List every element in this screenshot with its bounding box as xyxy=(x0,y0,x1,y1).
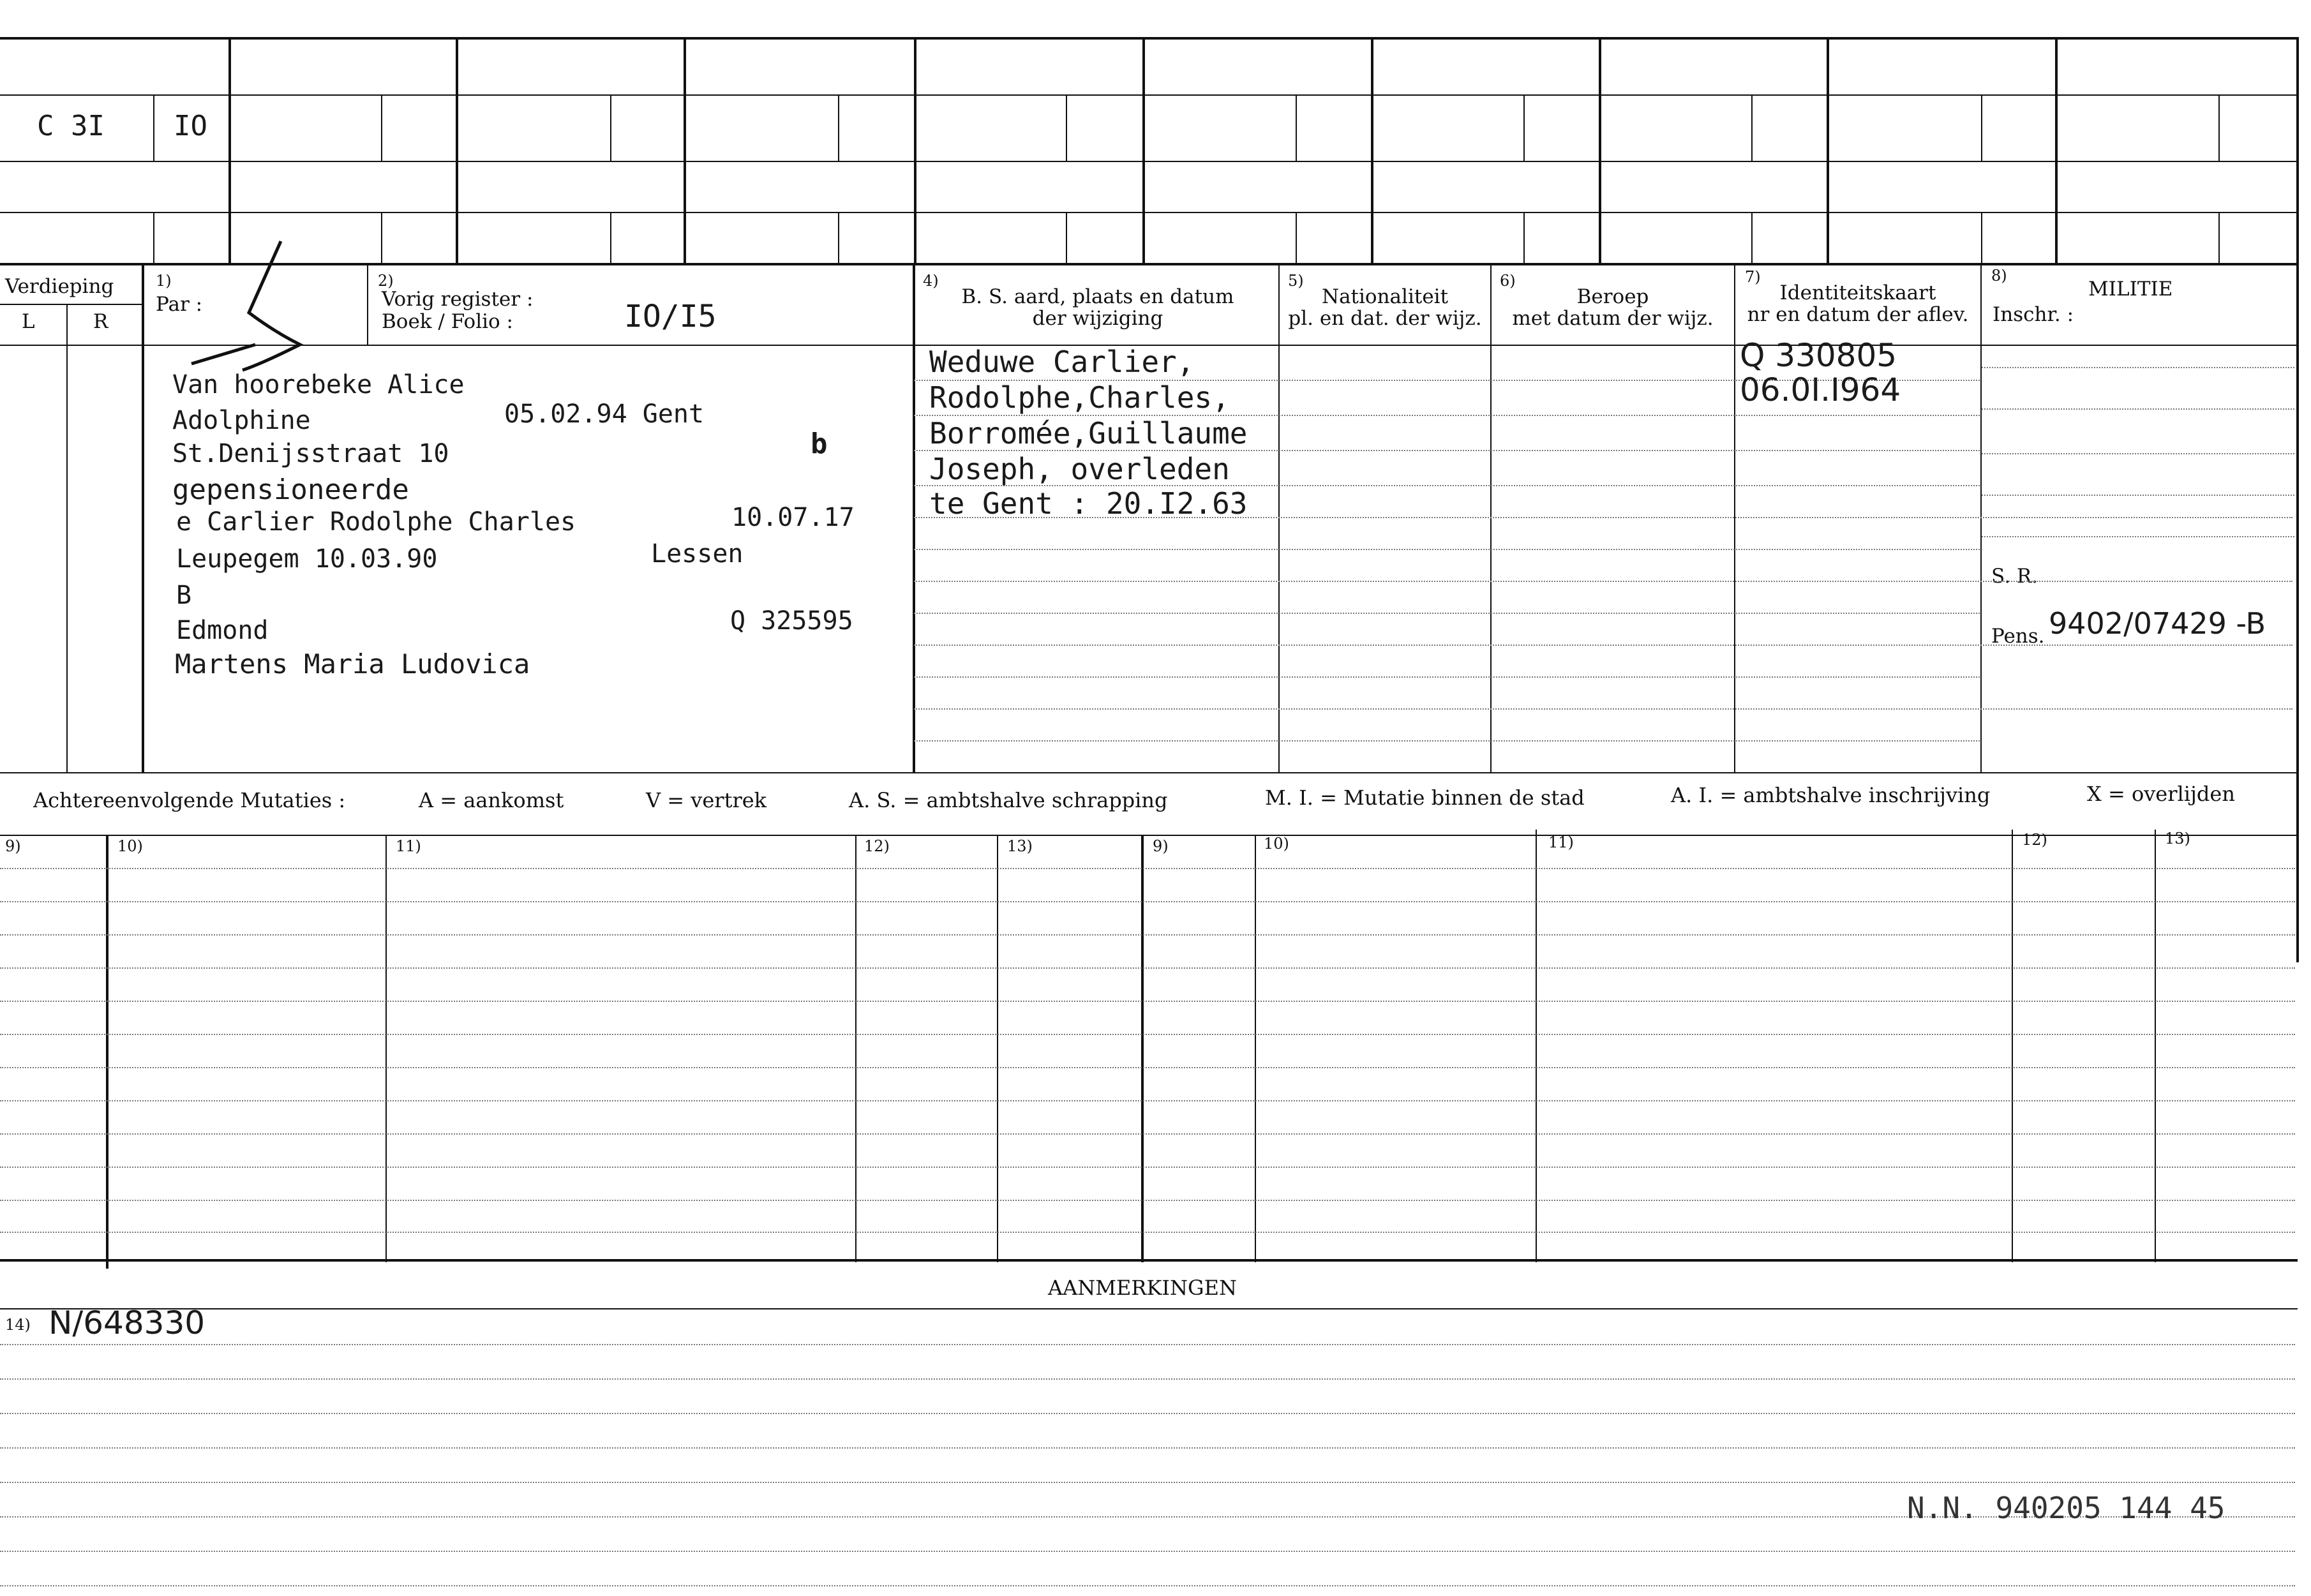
mut-col-13: 13) xyxy=(1007,837,1033,855)
militie-pens: Pens. xyxy=(1991,625,2045,648)
remarks-title: AANMERKINGEN xyxy=(1048,1276,1237,1300)
legend-as: A. S. = ambtshalve schrapping xyxy=(849,788,1168,812)
bs-text-5: te Gent : 20.I2.63 xyxy=(929,486,1248,521)
bs-text-1: Weduwe Carlier, xyxy=(929,345,1195,379)
signature-mark xyxy=(179,236,332,377)
code-b: IO xyxy=(174,110,207,142)
beroep-num: 6) xyxy=(1500,272,1516,290)
militie-inschr: Inschr. : xyxy=(1993,303,2074,326)
militie-sr: S. R. xyxy=(1991,565,2038,588)
mutations-bottom xyxy=(0,1259,2298,1262)
nat-line2: pl. en dat. der wijz. xyxy=(1288,307,1482,330)
mut-col-13b: 13) xyxy=(2165,830,2190,847)
person-mark-b: b xyxy=(811,428,828,460)
id-line2: nr en datum der aflev. xyxy=(1747,303,1969,326)
vorig-line2: Boek / Folio : xyxy=(382,310,513,333)
grid-line xyxy=(0,263,2298,265)
national-number: N.N. 940205 144 45 xyxy=(1907,1491,2225,1525)
nat-num: 5) xyxy=(1288,272,1304,290)
vorig-num: 2) xyxy=(378,272,394,290)
grid-line xyxy=(0,94,2298,96)
bs-line2: der wijziging xyxy=(1032,307,1163,330)
person-line9: Martens Maria Ludovica xyxy=(175,648,530,680)
person-birth: 05.02.94 Gent xyxy=(504,399,705,429)
bs-num: 4) xyxy=(923,272,939,290)
bs-text-4: Joseph, overleden xyxy=(929,452,1230,486)
nat-line1: Nationaliteit xyxy=(1321,285,1449,308)
bs-line1: B. S. aard, plaats en datum xyxy=(961,285,1234,308)
legend-ai: A. I. = ambtshalve inschrijving xyxy=(1671,783,1991,807)
person-line8: Edmond xyxy=(176,616,269,645)
remarks-value: N/648330 xyxy=(49,1304,206,1341)
beroep-line2: met datum der wijz. xyxy=(1512,307,1714,330)
person-line7: B xyxy=(176,581,192,610)
militie-title: MILITIE xyxy=(2088,278,2173,301)
mut-col-12b: 12) xyxy=(2022,831,2047,849)
mut-col-11: 11) xyxy=(396,837,421,855)
person-line2: Adolphine xyxy=(172,406,311,435)
legend-a: A = aankomst xyxy=(419,788,564,812)
bs-text-2: Rodolphe,Charles, xyxy=(929,380,1230,415)
id-text-2: 06.0I.I964 xyxy=(1740,371,1901,408)
id-num: 7) xyxy=(1745,268,1761,286)
legend-mi: M. I. = Mutatie binnen de stad xyxy=(1265,786,1585,810)
beroep-line1: Beroep xyxy=(1576,285,1649,308)
mut-col-9b: 9) xyxy=(1153,837,1169,855)
mut-col-11b: 11) xyxy=(1548,833,1574,851)
par-label: Par : xyxy=(156,293,203,316)
grid-line xyxy=(0,212,2298,213)
vorig-value: IO/I5 xyxy=(624,299,717,334)
code-a: C 3I xyxy=(37,110,105,142)
mut-col-9: 9) xyxy=(5,837,21,855)
bs-text-3: Borromée,Guillaume xyxy=(929,416,1248,451)
militie-num: 8) xyxy=(1991,267,2007,285)
mut-col-12: 12) xyxy=(864,837,890,855)
person-place6: Lessen xyxy=(651,539,744,569)
person-date5: 10.07.17 xyxy=(731,503,855,532)
pens-value: 9402/07429 -B xyxy=(2049,606,2266,641)
person-line4: gepensioneerde xyxy=(172,474,409,506)
person-q8: Q 325595 xyxy=(730,606,853,636)
remarks-num: 14) xyxy=(5,1316,31,1334)
id-line1: Identiteitskaart xyxy=(1779,281,1936,304)
mutations-top xyxy=(0,772,2298,773)
vorig-line1: Vorig register : xyxy=(382,288,534,311)
mut-col-10b: 10) xyxy=(1264,835,1289,853)
top-border xyxy=(0,37,2298,40)
par-num: 1) xyxy=(156,272,172,290)
verdieping-l: L xyxy=(22,310,35,333)
verdieping-label: Verdieping xyxy=(5,275,114,298)
person-line3: St.Denijsstraat 10 xyxy=(172,439,449,468)
mut-col-10: 10) xyxy=(117,837,143,855)
id-text-1: Q 330805 xyxy=(1740,337,1897,374)
grid-line xyxy=(0,161,2298,162)
person-line5: e Carlier Rodolphe Charles xyxy=(176,507,576,537)
mutations-title: Achtereenvolgende Mutaties : xyxy=(33,788,346,812)
person-line1: Van hoorebeke Alice xyxy=(172,370,465,399)
legend-x: X = overlijden xyxy=(2087,782,2235,806)
verdieping-r: R xyxy=(93,310,108,333)
person-line6: Leupegem 10.03.90 xyxy=(176,544,438,574)
legend-v: V = vertrek xyxy=(646,788,767,812)
